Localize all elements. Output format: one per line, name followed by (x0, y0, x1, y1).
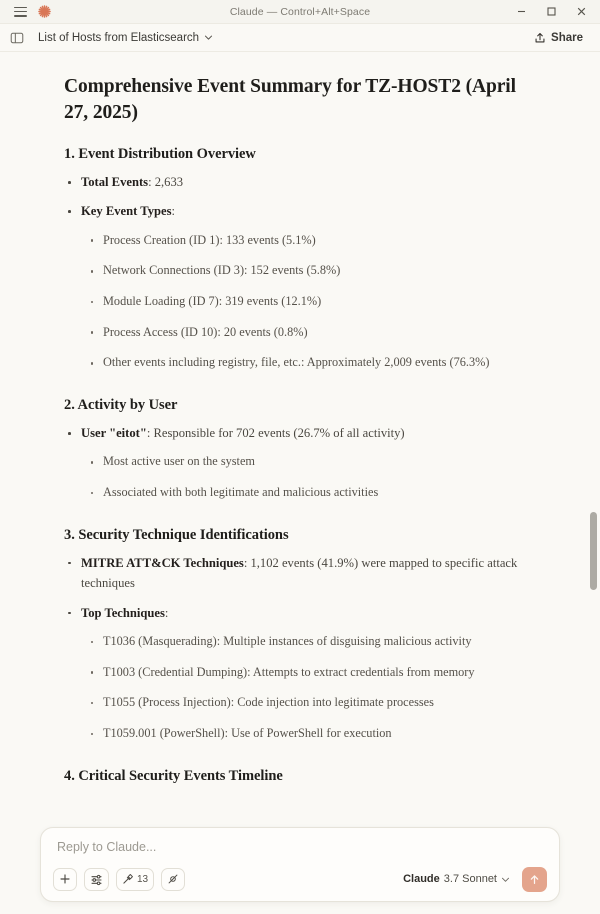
list-item-text: T1003 (Credential Dumping): Attempts to extract credentials from memory (103, 664, 475, 679)
bullet-marker (91, 641, 93, 643)
list-item-label: User "eitot" (81, 425, 147, 440)
section-heading-4: 4. Critical Security Events Timeline (64, 767, 283, 784)
list-item-text: T1055 (Process Injection): Code injection into legitimate processes (103, 695, 434, 710)
list-item (88, 261, 528, 281)
list-item-text: : 2,633 (148, 174, 184, 189)
maximize-button[interactable] (536, 1, 566, 23)
bullet-marker (91, 301, 93, 303)
tools-button[interactable] (116, 868, 154, 891)
list-item (88, 292, 528, 312)
composer-right-group (399, 867, 547, 892)
list-item-text: T1036 (Masquerading): Multiple instances of disguising malicious activity (103, 633, 472, 648)
chevron-down-icon (501, 875, 510, 884)
bullet-marker (68, 181, 71, 184)
share-button[interactable] (529, 29, 588, 47)
section-list-2 (64, 423, 528, 443)
sliders-icon (90, 873, 103, 886)
section-list-1 (64, 172, 528, 222)
section-heading-1: 1. Event Distribution Overview (64, 145, 256, 162)
hamburger-icon[interactable] (14, 7, 27, 17)
list-item (88, 724, 528, 744)
document-body (0, 52, 600, 914)
list-item-text: Network Connections (ID 3): 152 events (5.8%) (103, 263, 341, 278)
app-toolbar (0, 24, 600, 52)
tools-hammer-icon (122, 873, 134, 885)
bullet-marker (91, 702, 93, 704)
section-heading-3: 3. Security Technique Identifications (64, 526, 289, 543)
conversation-title-dropdown[interactable] (34, 30, 217, 46)
close-button[interactable] (566, 1, 596, 23)
chevron-down-icon (204, 33, 213, 42)
list-item (88, 353, 528, 373)
add-attachment-button[interactable] (53, 868, 77, 891)
section-sublist-2 (64, 452, 528, 502)
list-item (64, 201, 528, 221)
message-composer[interactable] (40, 827, 560, 902)
composer-container (0, 827, 600, 914)
sidebar-panel-icon[interactable] (10, 31, 24, 45)
list-item-text: : Responsible for 702 events (26.7% of all activity) (146, 425, 405, 440)
list-item-text: Other events including registry, file, etc.: Approximately 2,009 events (76.3%) (103, 355, 490, 370)
share-upload-icon (534, 32, 546, 44)
connector-plug-icon (167, 873, 179, 885)
composer-toolbar (53, 867, 547, 892)
page-title: Comprehensive Event Summary for TZ-HOST2 (April 27, 2025) (64, 76, 516, 123)
list-item-text: Associated with both legitimate and malicious activities (103, 485, 379, 500)
section-sublist-1 (64, 231, 528, 373)
list-item (64, 172, 528, 192)
list-item (88, 231, 528, 251)
bullet-marker (91, 331, 93, 333)
plus-icon (59, 873, 71, 885)
list-item-text: Module Loading (ID 7): 319 events (12.1%) (103, 293, 322, 308)
bullet-marker (68, 612, 71, 615)
section-sublist-3 (64, 632, 528, 744)
window-controls (506, 1, 596, 23)
model-name-label: 3.7 Sonnet (443, 873, 497, 886)
list-item-label: Key Event Types (81, 204, 172, 219)
list-item (64, 423, 528, 443)
list-item-text: Process Creation (ID 1): 133 events (5.1%) (103, 232, 316, 247)
list-item-text: : (171, 204, 175, 219)
tools-count-badge: 13 (137, 873, 149, 885)
list-item (88, 483, 528, 503)
bullet-marker (68, 432, 71, 435)
list-item (64, 603, 528, 623)
connector-button[interactable] (161, 868, 185, 891)
bullet-marker (91, 362, 93, 364)
bullet-marker (91, 492, 93, 494)
list-item (88, 452, 528, 472)
list-item-text: : (164, 605, 169, 620)
list-item (88, 693, 528, 713)
section-heading-2: 2. Activity by User (64, 396, 178, 413)
send-message-button[interactable] (522, 867, 547, 892)
list-item-text: Most active user on the system (103, 454, 255, 469)
list-item-label: Total Events (81, 174, 149, 189)
list-item (88, 632, 528, 652)
section-list-3 (64, 553, 528, 623)
bullet-marker (68, 562, 71, 565)
window-titlebar (0, 0, 600, 24)
toolbar-left-group (10, 30, 217, 46)
claude-logo-icon (37, 4, 52, 19)
window-title: Claude — Control+Alt+Space (229, 5, 371, 18)
settings-sliders-button[interactable] (84, 868, 109, 891)
list-item (88, 323, 528, 343)
list-item (64, 553, 528, 594)
bullet-marker (91, 461, 93, 463)
list-item-label: Top Techniques (81, 605, 165, 620)
list-item-text: Process Access (ID 10): 20 events (0.8%) (103, 324, 308, 339)
list-item-text: : 1,102 events (41.9%) were mapped to specific attack techniques (81, 555, 518, 591)
conversation-scroll-area[interactable] (0, 52, 600, 914)
reply-input[interactable]: Reply to Claude... (57, 839, 157, 854)
arrow-up-icon (528, 873, 541, 886)
minimize-button[interactable] (506, 1, 536, 23)
conversation-title-label: List of Hosts from Elasticsearch (38, 31, 200, 44)
bullet-marker (68, 210, 71, 213)
list-item-text: T1059.001 (PowerShell): Use of PowerShell for execution (103, 725, 392, 740)
composer-tools-group (53, 868, 185, 891)
bullet-marker (91, 239, 93, 241)
list-item-label: MITRE ATT&CK Techniques (81, 555, 244, 570)
bullet-marker (91, 671, 93, 673)
bullet-marker (91, 733, 93, 735)
model-brand-label: Claude (403, 873, 440, 886)
bullet-marker (91, 270, 93, 272)
share-label: Share (551, 31, 583, 44)
model-selector[interactable] (399, 870, 514, 888)
titlebar-left-group (14, 4, 52, 19)
list-item (88, 663, 528, 683)
